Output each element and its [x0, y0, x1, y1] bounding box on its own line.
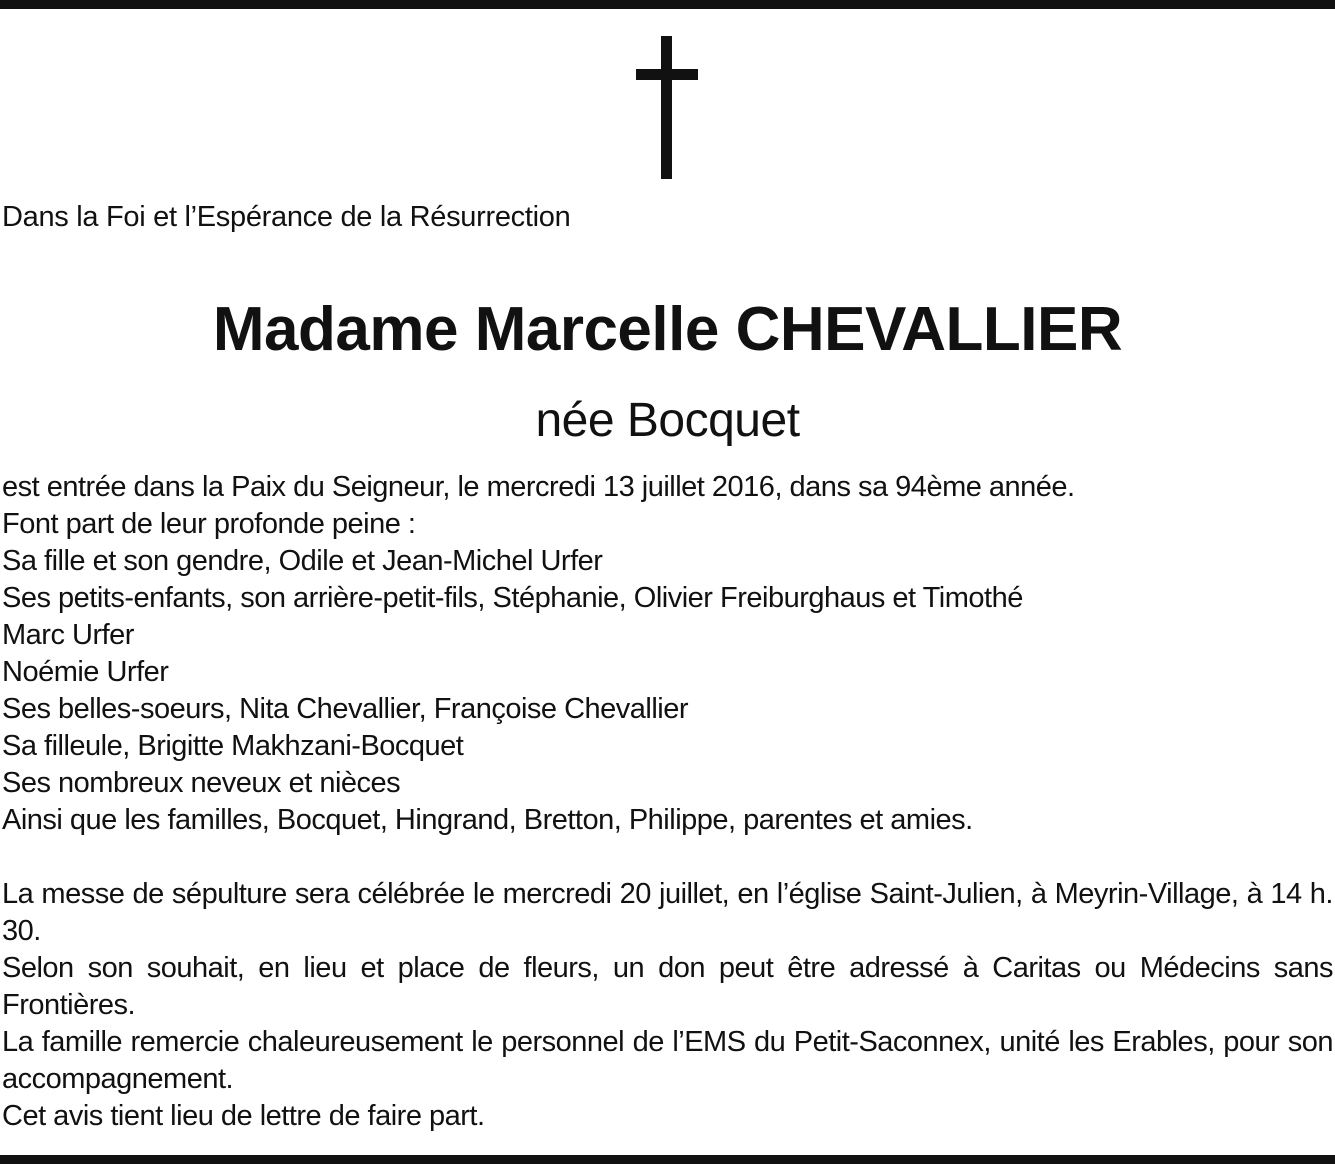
motto-text: Dans la Foi et l’Espérance de la Résurrection	[2, 201, 571, 233]
deceased-name: Madame Marcelle CHEVALLIER	[212, 295, 1123, 364]
cross-icon	[636, 36, 698, 179]
maiden-name: née Bocquet	[535, 394, 800, 447]
family-line: Marc Urfer	[2, 619, 134, 651]
family-intro-line: Font part de leur profonde peine :	[2, 508, 416, 540]
top-border-rule	[0, 0, 1335, 9]
family-line: Sa filleule, Brigitte Makhzani-Bocquet	[2, 730, 464, 762]
notice-body	[2, 469, 1333, 1135]
closing-paragraph: Cet avis tient lieu de lettre de faire part.	[2, 1100, 485, 1132]
family-line: Sa fille et son gendre, Odile et Jean-Michel Urfer	[2, 545, 603, 577]
family-line: Ses petits-enfants, son arrière-petit-fils, Stéphanie, Olivier Freiburghaus et Timothé	[2, 582, 1023, 614]
cross-horizontal-bar	[636, 69, 698, 80]
thanks-paragraph: La famille remercie chaleureusement le personnel de l’EMS du Petit-Saconnex, unité les Erables, pour son accompagnement.	[2, 1026, 1333, 1095]
announcement-line: est entrée dans la Paix du Seigneur, le mercredi 13 juillet 2016, dans sa 94ème année.	[2, 471, 1075, 503]
family-line: Ses belles-soeurs, Nita Chevallier, Françoise Chevallier	[2, 693, 689, 725]
paragraph-spacer	[2, 839, 1333, 876]
family-line: Noémie Urfer	[2, 656, 169, 688]
funeral-mass-paragraph: La messe de sépulture sera célébrée le mercredi 20 juillet, en l’église Saint-Julien, à Meyrin-Village, à 14 h. 30.	[2, 878, 1333, 947]
family-line: Ses nombreux neveux et nièces	[2, 767, 401, 799]
cross-vertical-bar	[661, 36, 672, 179]
donation-paragraph: Selon son souhait, en lieu et place de fleurs, un don peut être adressé à Caritas ou Médecins sans Frontières.	[2, 952, 1333, 1021]
family-line: Ainsi que les familles, Bocquet, Hingrand, Bretton, Philippe, parentes et amies.	[2, 804, 973, 836]
bottom-border-rule	[0, 1155, 1335, 1164]
